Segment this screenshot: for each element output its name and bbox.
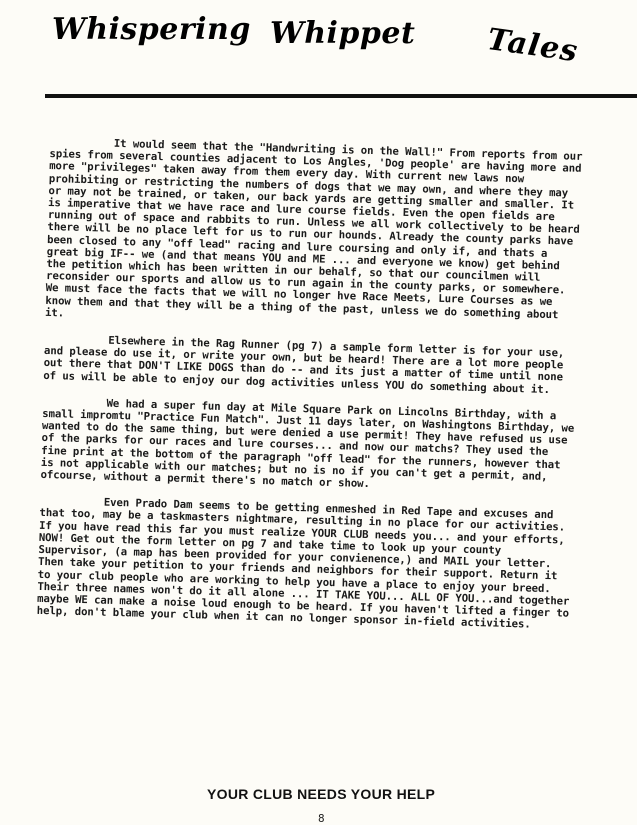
page-number: 8: [318, 812, 325, 825]
paragraph-rag-runner-letter: Elsewhere in the Rag Runner (pg 7) a sample form letter is for your use, and please do use it, or write your own, but be heard! There are a lot more people out there that DON'T LIKE DOGS than do -- and its just a matter of time until none of us will be able to enjoy our dog activities unless YOU do something about it.: [43, 333, 565, 396]
masthead-word-tales: Tales: [485, 22, 581, 70]
masthead-word-whippet: Whippet: [270, 16, 416, 51]
paragraph-handwriting-on-wall: It would seem that the "Handwriting is on the Wall!" From reports from our spies from several counties adjacent to Los Angles, 'Dog people' are having more and more "privileges" taken away from them every day. With current new laws now prohibiting or restricting the numbers of dogs that we may own, and where they may or may not be trained, or taken, our back yards are getting smaller and smaller. It is imperative that we have race and lure course fields. Even the open fields are running out of space and rabbits to run. Unless we all work collectively to be heard there will be no place left for us to run our hounds. Already the county parks have been closed to any "off lead" racing and lure coursing and only if, and thats a great big IF-- we (and that means YOU and ME ... and everyone we know) get behind the petition which has been written in our behalf, so that our councilmen will reconsider our sports and allow us to run again in the county parks, or somewhere. We must face the facts that we will no longer hve Race Meets, Lure Courses as we know them and that they will be a thing of the past, unless we do something about it.: [44, 136, 583, 321]
paragraph-mile-square-park: We had a super fun day at Mile Square Park on Lincolns Birthday, with a small impromtu "Practice Fun Match". Just 11 days later, on Washingtons Birthday, we wanted to do the same thing, but were denied a use permit! They have refused us use of the parks for our races and lure courses... and now our matchs? They used the fine print at the bottom of the paragraph "off lead" for the runners, however that is not applicable with our matches; but no is no if you can't get a permit, and, ofcourse, without a permit there's no match or show.: [40, 396, 575, 491]
masthead-rule: [45, 94, 637, 98]
newsletter-masthead: [40, 2, 620, 82]
article-body: [36, 136, 588, 646]
footer-title: YOUR CLUB NEEDS YOUR HELP: [207, 786, 436, 802]
masthead-word-whispering: Whispering: [52, 12, 251, 47]
paragraph-prado-dam: Even Prado Dam seems to be getting enmeshed in Red Tape and excuses and that too, may be a taskmasters nightmare, resulting in no place for our activities. If you have read this far you must realize YOUR CLUB needs you... and your efforts, NOW! Get out the form letter on pg 7 and take time to look up your county Supervisor, (a map has been provided for your convienence,) and MAIL your letter. Then take your petition to your friends and neighbors for their support. Return it to your club people who are working to help you have a place to enjoy your breed. Their three names won't do it all alone ... IT TAKE YOU... ALL OF YOU...and together maybe WE can make a noise loud enough to be heard. If you haven't lifted a finger to help, don't blame your club when it can no longer sponsor in-field activities.: [36, 495, 570, 631]
